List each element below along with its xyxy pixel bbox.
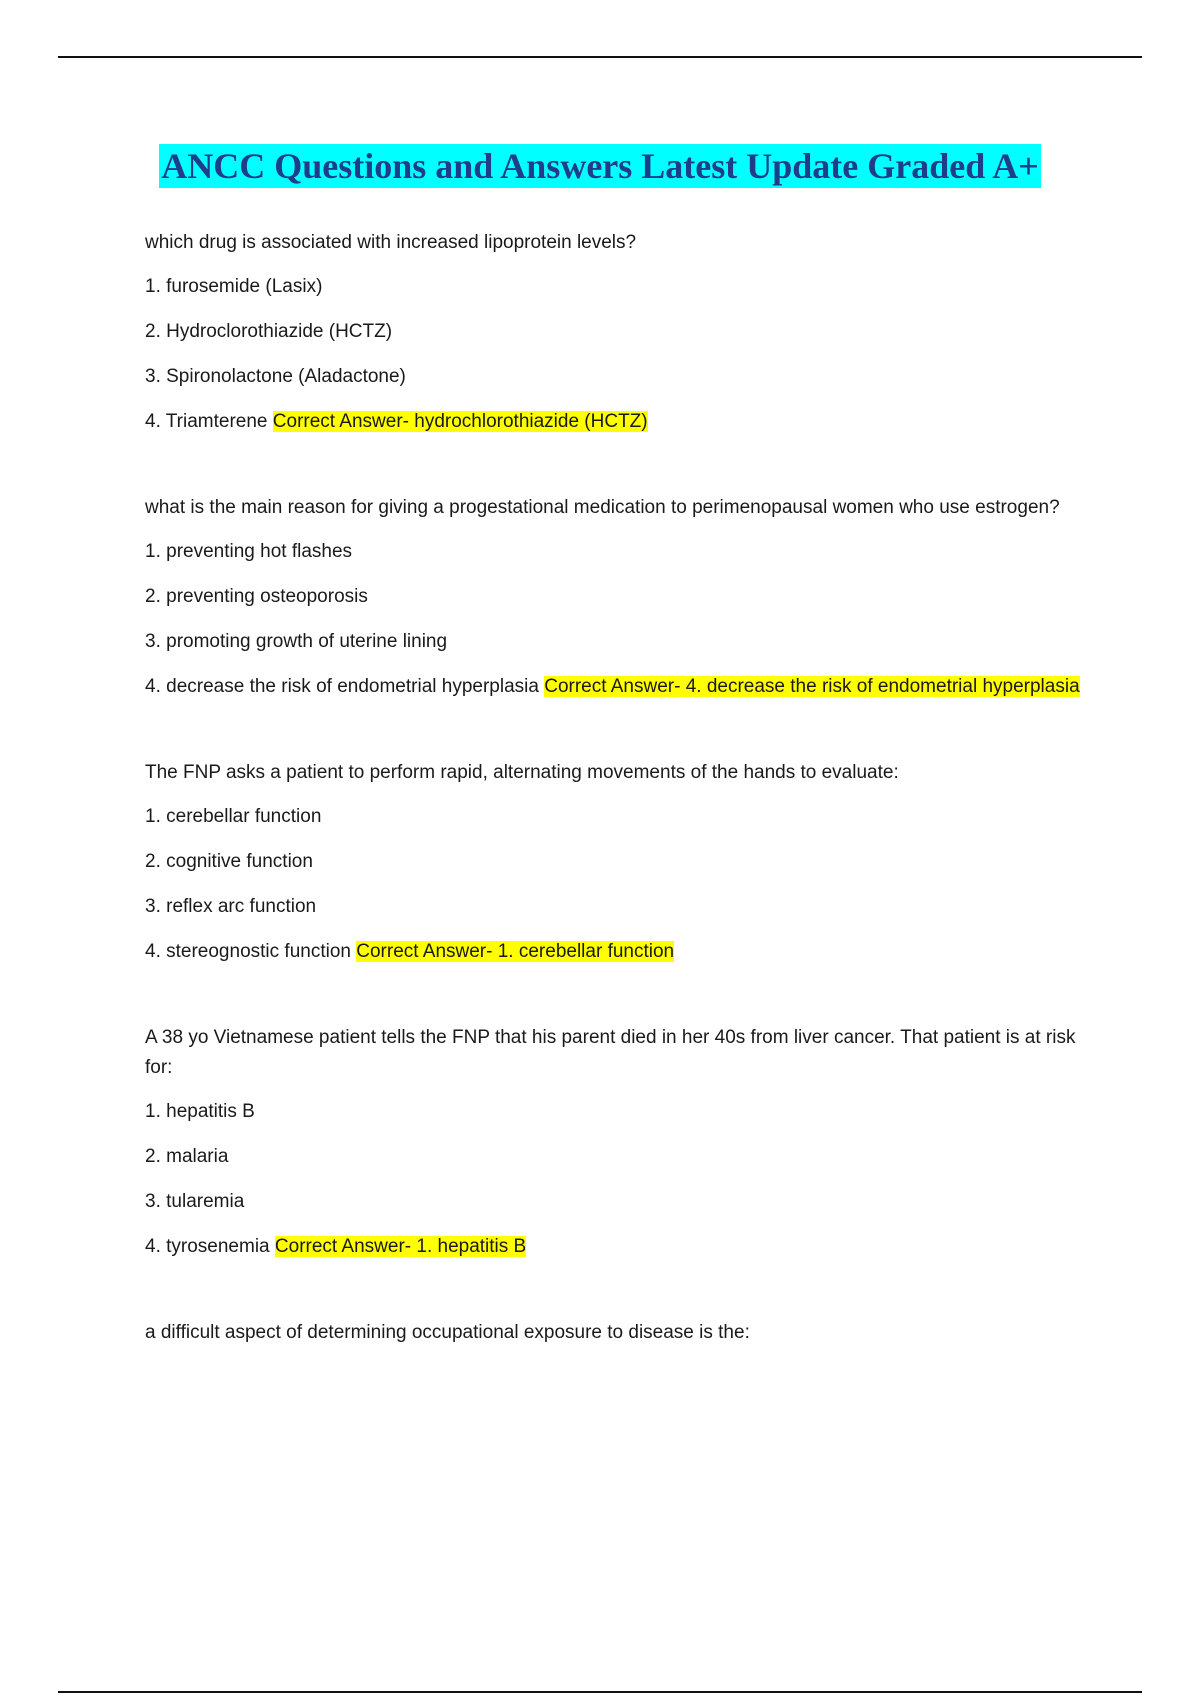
answer-option: 3. reflex arc function bbox=[145, 896, 317, 917]
correct-answer-highlight: Correct Answer- 1. hepatitis B bbox=[274, 1236, 527, 1257]
answer-option: 2. cognitive function bbox=[145, 851, 313, 872]
footer-rule bbox=[58, 1691, 1142, 1693]
answer-option: 4. decrease the risk of endometrial hyperplasia bbox=[145, 676, 539, 697]
correct-answer-highlight: Correct Answer- hydrochlorothiazide (HCTZ) bbox=[272, 411, 648, 432]
answer-option: 3. Spironolactone (Aladactone) bbox=[145, 366, 406, 387]
answer-option: 2. malaria bbox=[145, 1146, 229, 1167]
question-text: The FNP asks a patient to perform rapid, alternating movements of the hands to evaluate: bbox=[145, 762, 899, 783]
answer-option-with-answer bbox=[145, 1232, 1095, 1262]
question-block bbox=[145, 1318, 1095, 1348]
document-body bbox=[145, 228, 1095, 1404]
question-text: what is the main reason for giving a progestational medication to perimenopausal women who use estrogen? bbox=[145, 497, 1060, 518]
answer-option-with-answer bbox=[145, 672, 1095, 702]
answer-option: 2. Hydroclorothiazide (HCTZ) bbox=[145, 321, 393, 342]
header-rule bbox=[58, 56, 1142, 58]
question-block bbox=[145, 758, 1095, 967]
answer-option: 4. tyrosenemia bbox=[145, 1236, 270, 1257]
answer-option-with-answer bbox=[145, 407, 1095, 437]
correct-answer-highlight: Correct Answer- 4. decrease the risk of endometrial hyperplasia bbox=[544, 676, 1080, 697]
answer-option: 4. Triamterene bbox=[145, 411, 268, 432]
question-text: A 38 yo Vietnamese patient tells the FNP that his parent died in her 40s from liver cancer. That patient is at risk for: bbox=[145, 1027, 1076, 1078]
answer-option: 3. promoting growth of uterine lining bbox=[145, 631, 448, 652]
answer-option: 1. hepatitis B bbox=[145, 1101, 255, 1122]
answer-option: 1. preventing hot flashes bbox=[145, 541, 353, 562]
question-text: which drug is associated with increased lipoprotein levels? bbox=[145, 232, 637, 253]
question-text: a difficult aspect of determining occupational exposure to disease is the: bbox=[145, 1322, 750, 1343]
answer-option-with-answer bbox=[145, 937, 1095, 967]
document-title: ANCC Questions and Answers Latest Update Graded A+ bbox=[161, 146, 1039, 186]
question-block bbox=[145, 493, 1095, 702]
answer-option: 1. cerebellar function bbox=[145, 806, 322, 827]
title-container bbox=[0, 144, 1200, 188]
correct-answer-highlight: Correct Answer- 1. cerebellar function bbox=[356, 941, 675, 962]
question-block bbox=[145, 228, 1095, 437]
answer-option: 1. furosemide (Lasix) bbox=[145, 276, 323, 297]
answer-option: 3. tularemia bbox=[145, 1191, 245, 1212]
answer-option: 2. preventing osteoporosis bbox=[145, 586, 368, 607]
answer-option: 4. stereognostic function bbox=[145, 941, 351, 962]
question-block bbox=[145, 1023, 1095, 1262]
